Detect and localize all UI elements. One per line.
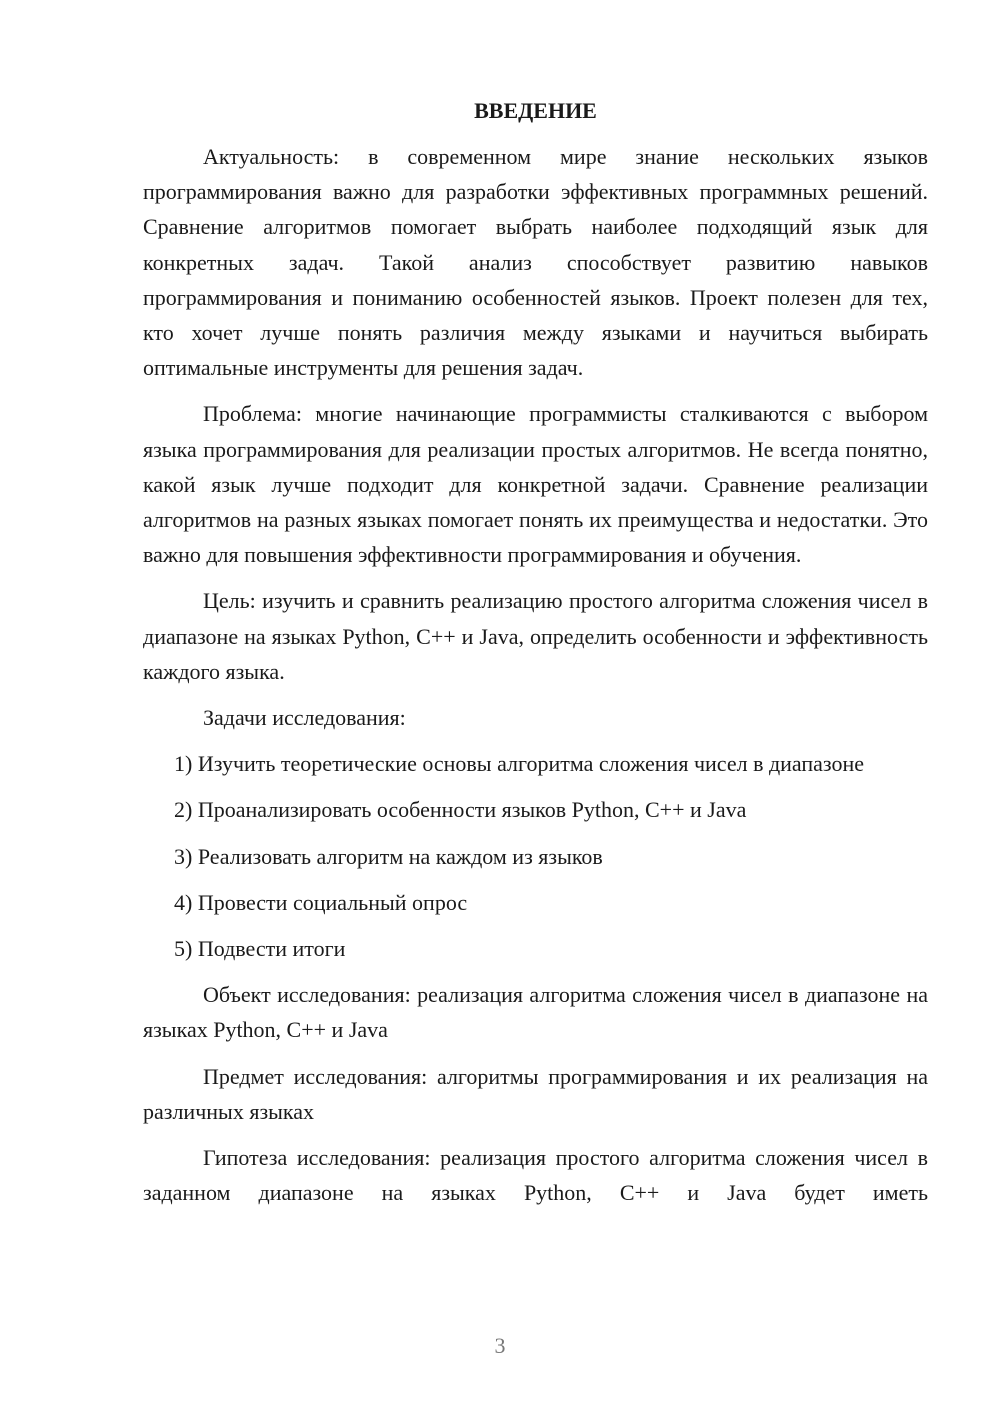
page-content bbox=[143, 96, 928, 1221]
task-item: 1) Изучить теоретические основы алгоритма сложения чисел в диапазоне bbox=[174, 751, 865, 777]
tasks-list bbox=[143, 746, 928, 966]
object-paragraph: Объект исследования: реализация алгоритма сложения чисел в диапазоне на языках Python, C++ и Java bbox=[143, 982, 928, 1043]
task-item: 3) Реализовать алгоритм на каждом из языков bbox=[174, 843, 603, 869]
section-title: ВВЕДЕНИЕ bbox=[474, 98, 597, 123]
tasks-heading: Задачи исследования: bbox=[203, 705, 406, 731]
task-item: 2) Проанализировать особенности языков Python, C++ и Java bbox=[174, 797, 747, 823]
page-number: 3 bbox=[494, 1333, 506, 1358]
task-item: 5) Подвести итоги bbox=[174, 936, 346, 962]
goal-paragraph: Цель: изучить и сравнить реализацию простого алгоритма сложения чисел в диапазоне на языках Python, C++ и Java, определить особенности и эффективность каждого языка. bbox=[143, 588, 928, 684]
problem-paragraph: Проблема: многие начинающие программисты сталкиваются с выбором языка программирования для реализации простых алгоритмов. Не всегда понятно, какой язык лучше подходит для конкретной задачи. Сравнение реализации алгоритмов на разных языках помогает понять их преимущества и недостатки. Это важно для повышения эффективности программирования и обучения. bbox=[143, 401, 928, 568]
hypothesis-paragraph: Гипотеза исследования: реализация простого алгоритма сложения чисел в заданном диапазоне на языках Python, C++ и Java будет иметь bbox=[143, 1145, 928, 1206]
relevance-paragraph: Актуальность: в современном мире знание нескольких языков программирования важно для разработки эффективных программных решений. Сравнение алгоритмов помогает выбрать наиболее подходящий язык для конкретных задач. Такой анализ способствует развитию навыков программирования и пониманию особенностей языков. Проект полезен для тех, кто хочет лучше понять различия между языками и научиться выбирать оптимальные инструменты для решения задач. bbox=[143, 144, 928, 381]
subject-paragraph: Предмет исследования: алгоритмы программирования и их реализация на различных языках bbox=[143, 1063, 928, 1124]
task-item: 4) Провести социальный опрос bbox=[174, 889, 468, 915]
